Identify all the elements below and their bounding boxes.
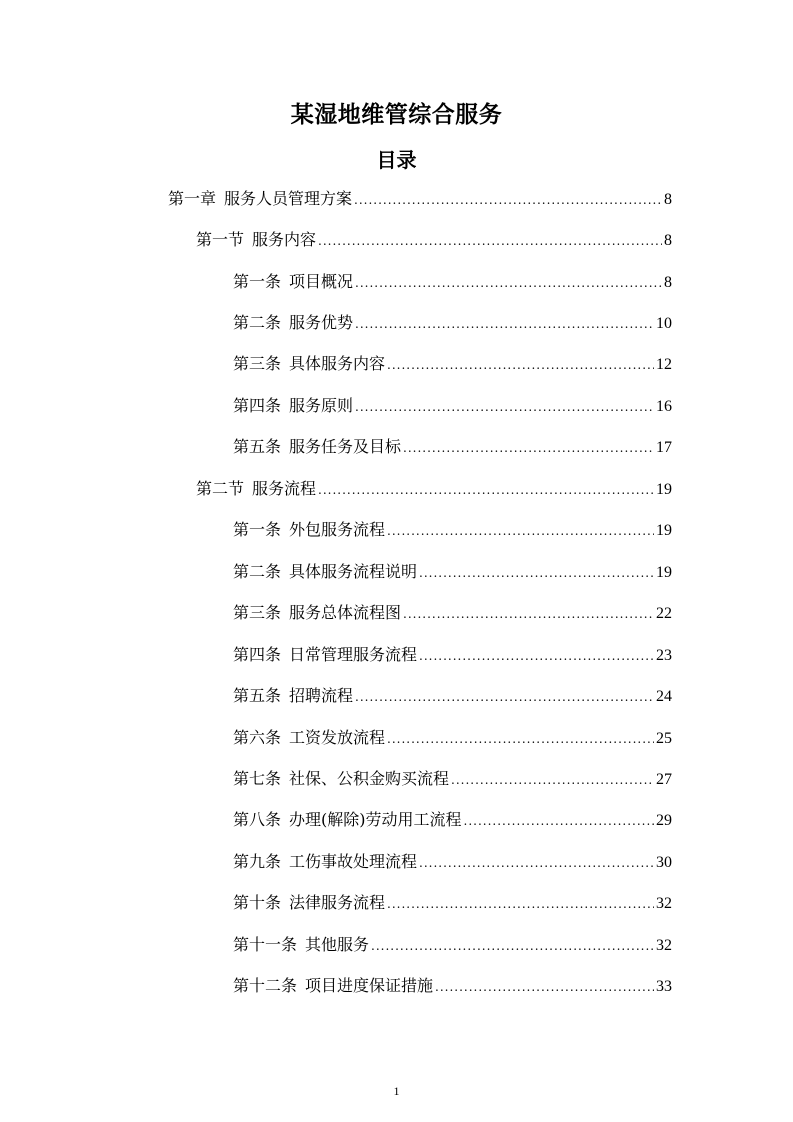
toc-entry-article[interactable] — [233, 519, 672, 541]
toc-entry-number: 第一节 — [196, 230, 245, 249]
toc-entry-number: 第六条 — [233, 728, 282, 747]
toc-entry-number: 第一条 — [233, 520, 282, 539]
toc-entry-page: 30 — [656, 854, 672, 871]
toc-entry-number: 第一章 — [168, 189, 217, 208]
toc-entry-article[interactable] — [233, 353, 672, 375]
toc-entry-title: 法律服务流程 — [289, 893, 386, 912]
toc-heading: 目录 — [376, 148, 417, 172]
toc-entry-number: 第九条 — [233, 852, 282, 871]
toc-entry-number: 第四条 — [233, 396, 282, 415]
toc-leader-dots — [403, 603, 654, 625]
toc-entry-title: 工资发放流程 — [289, 728, 386, 747]
toc-entry-title: 招聘流程 — [289, 686, 354, 705]
document-title: 某湿地维管综合服务 — [290, 102, 503, 128]
page-number: 1 — [393, 1084, 400, 1098]
toc-entry-page: 23 — [656, 647, 672, 664]
toc-entry-article[interactable] — [233, 685, 672, 707]
toc-entry-title: 服务流程 — [252, 479, 317, 498]
toc-entry-article[interactable] — [233, 312, 672, 334]
toc-entry-article[interactable] — [233, 892, 672, 914]
toc-entry-title: 项目概况 — [289, 272, 354, 291]
toc-entry-page: 12 — [656, 356, 672, 373]
toc-leader-dots — [355, 313, 654, 335]
toc-leader-dots — [387, 893, 654, 915]
toc-entry-page: 29 — [656, 812, 672, 829]
toc-entry-article[interactable] — [233, 768, 672, 790]
toc-entry-page: 22 — [656, 605, 672, 622]
toc-entry-page: 33 — [656, 978, 672, 995]
toc-entry-title: 服务总体流程图 — [289, 603, 402, 622]
toc-entry-section-2[interactable] — [196, 478, 672, 500]
toc-entry-number: 第三条 — [233, 354, 282, 373]
toc-entry-article[interactable] — [233, 395, 672, 417]
toc-entry-title: 外包服务流程 — [289, 520, 386, 539]
toc-entry-article[interactable] — [233, 809, 672, 831]
toc-entry-number: 第五条 — [233, 437, 282, 456]
toc-entry-number: 第五条 — [233, 686, 282, 705]
toc-leader-dots — [355, 396, 654, 418]
toc-entry-page: 8 — [664, 191, 672, 208]
toc-entry-title: 办理(解除)劳动用工流程 — [289, 810, 462, 829]
toc-entry-title: 具体服务内容 — [289, 354, 386, 373]
toc-leader-dots — [464, 810, 654, 832]
toc-leader-dots — [371, 935, 654, 957]
toc-entry-title: 日常管理服务流程 — [289, 645, 418, 664]
toc-entry-section-1[interactable] — [196, 229, 672, 251]
toc-entry-number: 第二条 — [233, 313, 282, 332]
toc-entry-article[interactable] — [233, 644, 672, 666]
toc-entry-page: 19 — [656, 564, 672, 581]
toc-leader-dots — [419, 645, 654, 667]
toc-entry-article[interactable] — [233, 727, 672, 749]
toc-leader-dots — [419, 562, 654, 584]
toc-leader-dots — [451, 769, 654, 791]
toc-entry-number: 第十一条 — [233, 935, 298, 954]
toc-entry-page: 8 — [664, 232, 672, 249]
toc-entry-number: 第七条 — [233, 769, 282, 788]
toc-entry-article[interactable] — [233, 602, 672, 624]
toc-leader-dots — [318, 479, 654, 501]
toc-entry-title: 服务内容 — [252, 230, 317, 249]
toc-entry-page: 8 — [664, 274, 672, 291]
toc-entry-page: 32 — [656, 895, 672, 912]
toc-entry-title: 其他服务 — [305, 935, 370, 954]
toc-entry-number: 第一条 — [233, 272, 282, 291]
toc-entry-title: 服务优势 — [289, 313, 354, 332]
toc-leader-dots — [387, 354, 654, 376]
toc-entry-title: 工伤事故处理流程 — [289, 852, 418, 871]
toc-entry-article[interactable] — [233, 436, 672, 458]
toc-entry-page: 24 — [656, 688, 672, 705]
toc-entry-page: 25 — [656, 730, 672, 747]
toc-entry-title: 服务原则 — [289, 396, 354, 415]
toc-entry-title: 具体服务流程说明 — [289, 562, 418, 581]
toc-entry-title: 项目进度保证措施 — [305, 976, 434, 995]
toc-entry-number: 第三条 — [233, 603, 282, 622]
toc-leader-dots — [435, 976, 654, 998]
toc-entry-page: 16 — [656, 398, 672, 415]
toc-entry-page: 19 — [656, 522, 672, 539]
toc-entry-number: 第十二条 — [233, 976, 298, 995]
toc-entry-article[interactable] — [233, 934, 672, 956]
toc-entry-page: 32 — [656, 937, 672, 954]
toc-leader-dots — [403, 437, 654, 459]
toc-entry-article[interactable] — [233, 271, 672, 293]
toc-entry-number: 第八条 — [233, 810, 282, 829]
toc-leader-dots — [318, 230, 662, 252]
toc-entry-article[interactable] — [233, 975, 672, 997]
toc-entry-page: 10 — [656, 315, 672, 332]
toc-entry-title: 社保、公积金购买流程 — [289, 769, 450, 788]
toc-entry-number: 第二节 — [196, 479, 245, 498]
toc-entry-chapter-1[interactable] — [168, 188, 672, 210]
toc-leader-dots — [387, 728, 654, 750]
toc-entry-page: 19 — [656, 481, 672, 498]
toc-entry-article[interactable] — [233, 851, 672, 873]
toc-leader-dots — [387, 520, 654, 542]
toc-entry-number: 第四条 — [233, 645, 282, 664]
toc-leader-dots — [354, 189, 662, 211]
toc-entry-title: 服务人员管理方案 — [224, 189, 353, 208]
toc-leader-dots — [419, 852, 654, 874]
toc-entry-article[interactable] — [233, 561, 672, 583]
toc-leader-dots — [355, 686, 654, 708]
toc-entry-title: 服务任务及目标 — [289, 437, 402, 456]
toc-entry-number: 第十条 — [233, 893, 282, 912]
toc-entry-page: 27 — [656, 771, 672, 788]
toc-entry-number: 第二条 — [233, 562, 282, 581]
toc-entry-page: 17 — [656, 439, 672, 456]
toc-leader-dots — [355, 272, 662, 294]
